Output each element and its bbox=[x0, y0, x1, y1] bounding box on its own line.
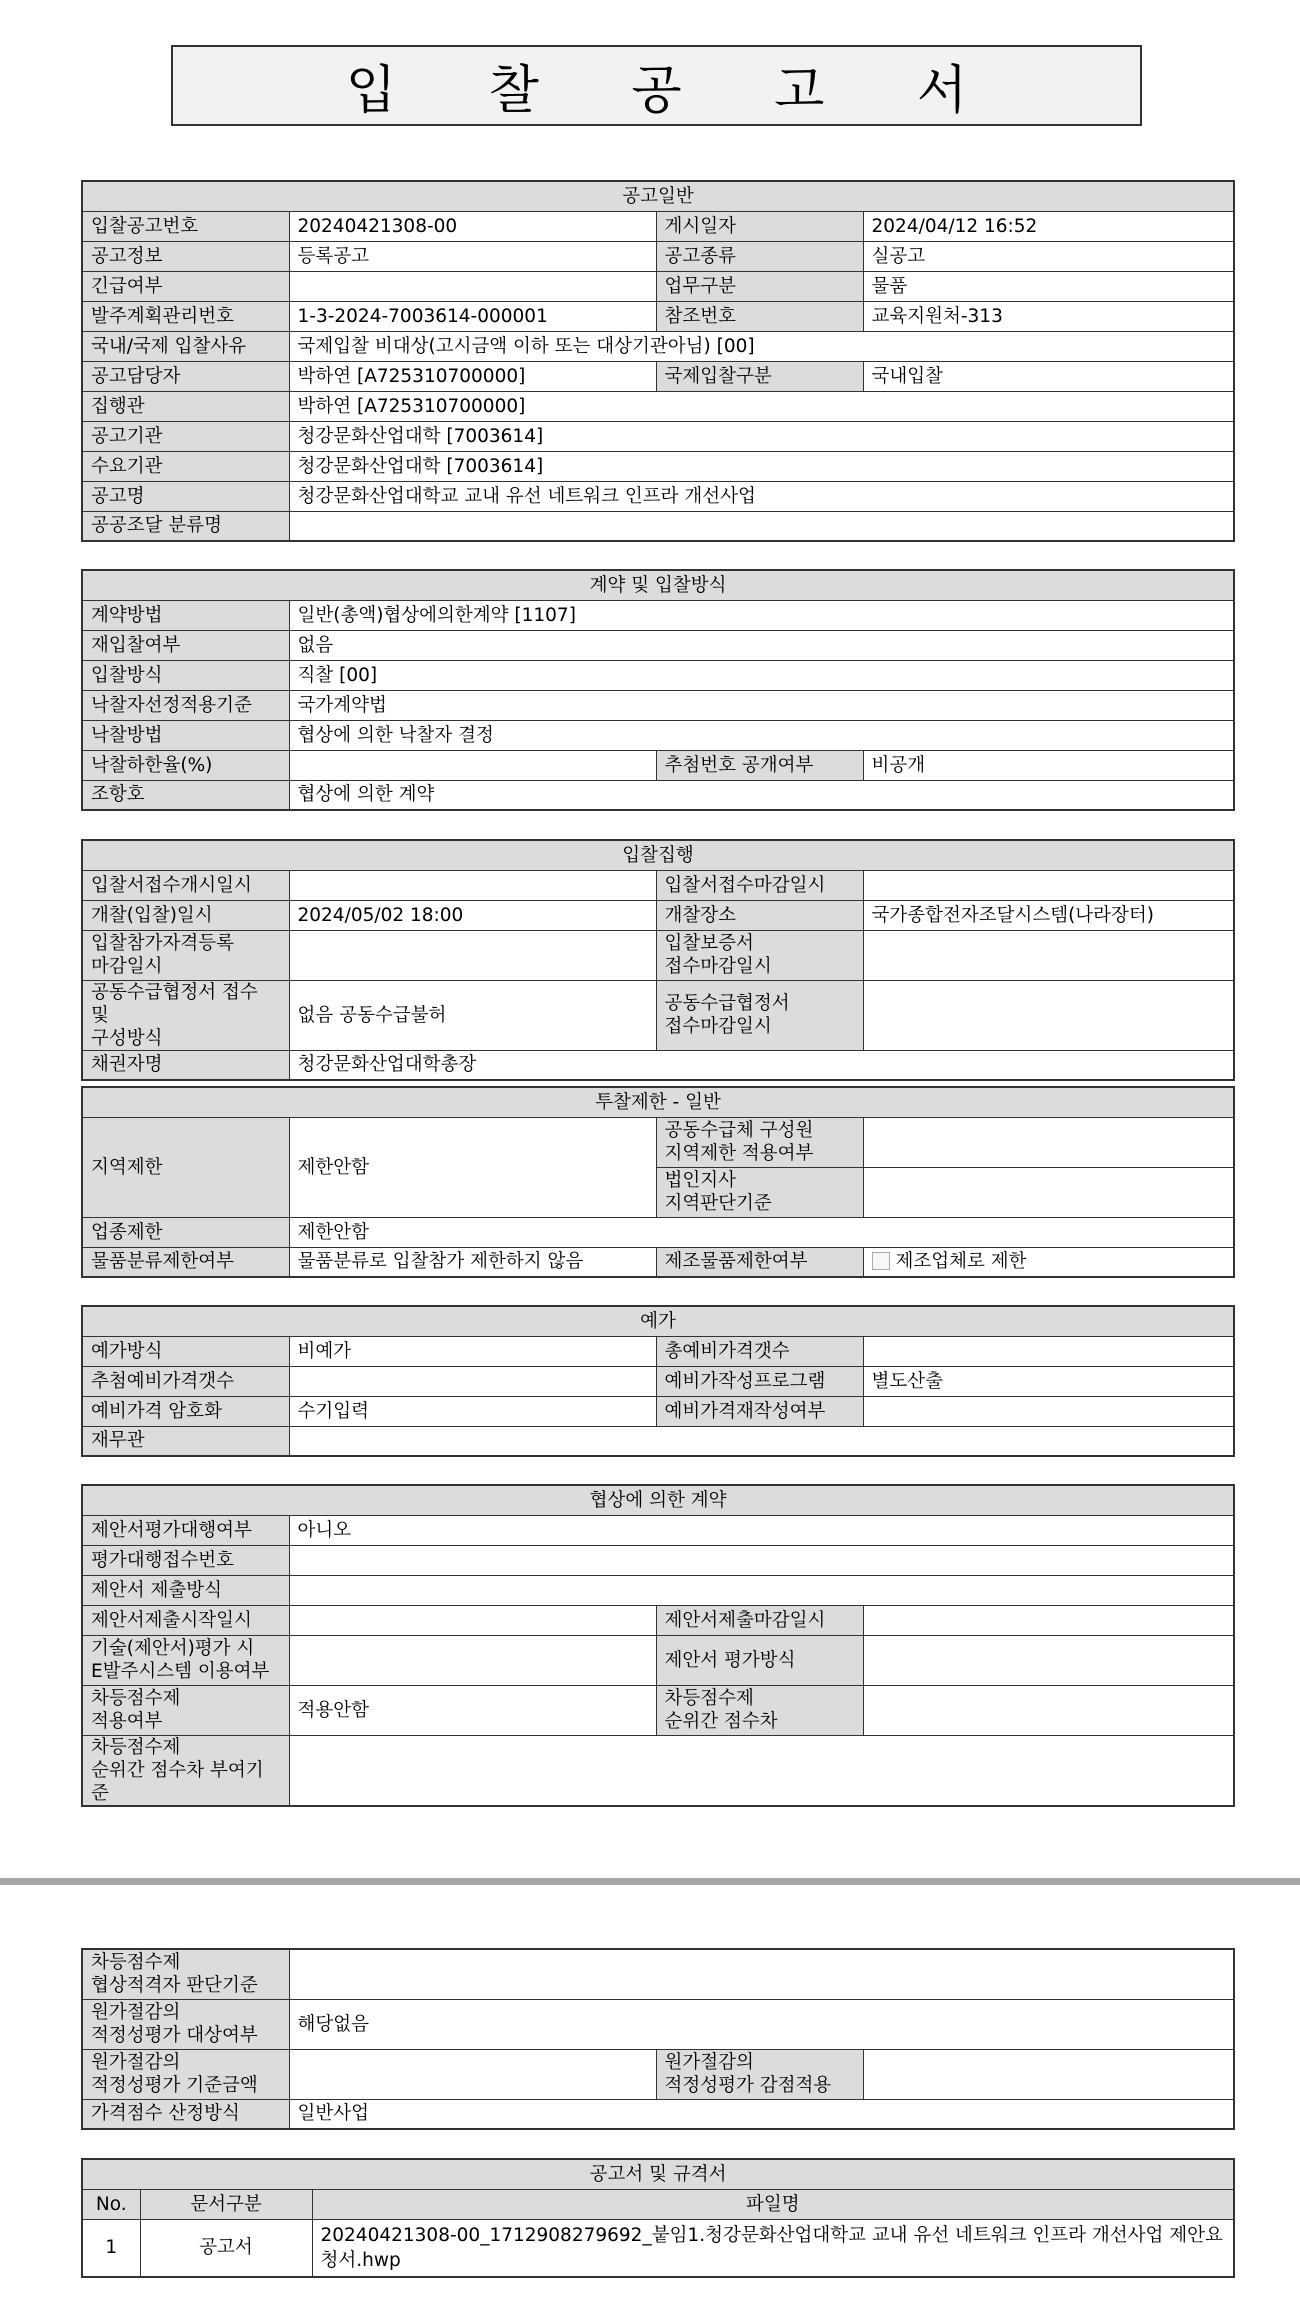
label-line: 적정성평가 대상여부 bbox=[91, 2025, 258, 2046]
negotiation-section bbox=[81, 1484, 1235, 1807]
price-total bbox=[863, 1336, 1234, 1366]
field-label: 예가방식 bbox=[82, 1336, 289, 1366]
field-label: 재무관 bbox=[82, 1426, 289, 1456]
cost-deduct bbox=[863, 2049, 1234, 2099]
label-line: 원가절감의 bbox=[664, 2052, 754, 2073]
field-label bbox=[656, 1117, 863, 1167]
submit-end bbox=[863, 1605, 1234, 1635]
field-label bbox=[82, 1999, 289, 2049]
field-label: 예비가작성프로그램 bbox=[656, 1366, 863, 1396]
doc-number: 1 bbox=[82, 2219, 140, 2277]
contract-method: 일반(총액)협상에의한계약 [1107] bbox=[289, 600, 1234, 630]
field-label bbox=[82, 930, 289, 980]
diff-basis bbox=[289, 1735, 1234, 1806]
submit-method bbox=[289, 1575, 1234, 1605]
field-label bbox=[656, 980, 863, 1050]
joint-agreement: 없음 공동수급불허 bbox=[289, 980, 656, 1050]
field-label: 긴급여부 bbox=[82, 271, 289, 301]
field-label: 발주계획관리번호 bbox=[82, 301, 289, 331]
label-line: 법인지사 bbox=[664, 1170, 736, 1191]
label-line: 입찰보증서 bbox=[664, 933, 754, 954]
field-label bbox=[82, 980, 289, 1050]
label-line: 기술(제안서)평가 시 bbox=[91, 1638, 255, 1659]
goods-restriction: 물품분류로 입찰참가 제한하지 않음 bbox=[289, 1247, 656, 1277]
eval-method bbox=[863, 1635, 1234, 1685]
label-line: 원가절감의 bbox=[91, 2052, 181, 2073]
field-label: 추첨번호 공개여부 bbox=[656, 750, 863, 780]
price-encrypt: 수기입력 bbox=[289, 1396, 656, 1426]
plan-number: 1-3-2024-7003614-000001 bbox=[289, 301, 656, 331]
label-line: 원가절감의 bbox=[91, 2002, 181, 2023]
intl-type: 국내입찰 bbox=[863, 361, 1234, 391]
field-label: 게시일자 bbox=[656, 211, 863, 241]
procurement-class bbox=[289, 511, 1234, 541]
label-line: 차등점수제 bbox=[91, 1688, 181, 1709]
eval-proxy: 아니오 bbox=[289, 1515, 1234, 1545]
execution-section bbox=[81, 839, 1235, 1081]
label-line: 지역제한 적용여부 bbox=[664, 1143, 814, 1164]
field-label: 공고담당자 bbox=[82, 361, 289, 391]
column-header: 파일명 bbox=[312, 2189, 1234, 2219]
field-label: 집행관 bbox=[82, 391, 289, 421]
field-label: 채권자명 bbox=[82, 1050, 289, 1080]
urgent-value bbox=[289, 271, 656, 301]
branch-criteria bbox=[863, 1167, 1234, 1217]
field-label: 총예비가격갯수 bbox=[656, 1336, 863, 1366]
field-label: 수요기관 bbox=[82, 451, 289, 481]
page-title: 입 찰 공 고 서 bbox=[171, 45, 1142, 126]
industry-restriction: 제한안함 bbox=[289, 1217, 1234, 1247]
post-date: 2024/04/12 16:52 bbox=[863, 211, 1234, 241]
opening-datetime: 2024/05/02 18:00 bbox=[289, 900, 656, 930]
lottery-disclosure: 비공개 bbox=[863, 750, 1234, 780]
field-label: 예비가격 암호화 bbox=[82, 1396, 289, 1426]
table-row bbox=[82, 2219, 1234, 2277]
label-line: 입찰참가자격등록 bbox=[91, 933, 234, 954]
proxy-number bbox=[289, 1545, 1234, 1575]
field-label: 제안서 제출방식 bbox=[82, 1575, 289, 1605]
cost-base bbox=[289, 2049, 656, 2099]
notice-name: 청강문화산업대학교 교내 유선 네트워크 인프라 개선사업 bbox=[289, 481, 1234, 511]
submit-start bbox=[289, 1605, 656, 1635]
award-method: 협상에 의한 낙찰자 결정 bbox=[289, 720, 1234, 750]
field-label: 참조번호 bbox=[656, 301, 863, 331]
receipt-start bbox=[289, 870, 656, 900]
field-label: 공고명 bbox=[82, 481, 289, 511]
general-section bbox=[81, 180, 1235, 542]
field-label: 국제입찰구분 bbox=[656, 361, 863, 391]
creditor: 청강문화산업대학총장 bbox=[289, 1050, 1234, 1080]
price-draw bbox=[289, 1366, 656, 1396]
price-section bbox=[81, 1305, 1235, 1457]
field-label bbox=[656, 1685, 863, 1735]
negotiation-continued-section bbox=[81, 1948, 1235, 2130]
cost-target: 해당없음 bbox=[289, 1999, 1234, 2049]
label-line: 공동수급협정서 접수 및 bbox=[91, 981, 258, 1026]
notice-info: 등록공고 bbox=[289, 241, 656, 271]
label-line: 협상적격자 판단기준 bbox=[91, 1975, 258, 1997]
field-label: 입찰공고번호 bbox=[82, 211, 289, 241]
label-line: 적용여부 bbox=[91, 1711, 163, 1732]
field-label: 재입찰여부 bbox=[82, 630, 289, 660]
field-label: 공고종류 bbox=[656, 241, 863, 271]
notice-type: 실공고 bbox=[863, 241, 1234, 271]
clause: 협상에 의한 계약 bbox=[289, 780, 1234, 810]
ref-number: 교육지원처-313 bbox=[863, 301, 1234, 331]
field-label: 계약방법 bbox=[82, 600, 289, 630]
lower-rate bbox=[289, 750, 656, 780]
demand-agency: 청강문화산업대학 [7003614] bbox=[289, 451, 1234, 481]
label-line: E발주시스템 이용여부 bbox=[91, 1661, 270, 1682]
executor: 박하연 [A725310700000] bbox=[289, 391, 1234, 421]
finance-officer bbox=[289, 1426, 1234, 1456]
rebid: 없음 bbox=[289, 630, 1234, 660]
label-line: 접수마감일시 bbox=[664, 1016, 772, 1037]
label-line: 공동수급체 구성원 bbox=[664, 1120, 814, 1141]
label-line: 지역판단기준 bbox=[664, 1193, 772, 1214]
e-system bbox=[289, 1635, 656, 1685]
field-label: 개찰(입찰)일시 bbox=[82, 900, 289, 930]
field-label: 조항호 bbox=[82, 780, 289, 810]
label-line: 순위간 점수차 부여기준 bbox=[91, 1759, 264, 1804]
section-header: 투찰제한 - 일반 bbox=[82, 1087, 1234, 1117]
field-label: 공고기관 bbox=[82, 421, 289, 451]
field-label: 개찰장소 bbox=[656, 900, 863, 930]
field-label: 공고정보 bbox=[82, 241, 289, 271]
page-divider bbox=[0, 1878, 1300, 1885]
field-label: 입찰서접수마감일시 bbox=[656, 870, 863, 900]
intl-reason: 국제입찰 비대상(고시금액 이하 또는 대상기관아님) [00] bbox=[289, 331, 1234, 361]
section-header: 공고서 및 규격서 bbox=[82, 2159, 1234, 2189]
label-line: 접수마감일시 bbox=[664, 956, 772, 977]
field-label: 가격점수 산정방식 bbox=[82, 2099, 289, 2129]
field-label: 공공조달 분류명 bbox=[82, 511, 289, 541]
field-label: 낙찰자선정적용기준 bbox=[82, 690, 289, 720]
field-label: 제안서평가대행여부 bbox=[82, 1515, 289, 1545]
diff-score: 적용안함 bbox=[289, 1685, 656, 1735]
section-header: 공고일반 bbox=[82, 181, 1234, 211]
field-label bbox=[656, 930, 863, 980]
field-label: 입찰서접수개시일시 bbox=[82, 870, 289, 900]
bid-method: 직찰 [00] bbox=[289, 660, 1234, 690]
field-label: 입찰방식 bbox=[82, 660, 289, 690]
biz-type: 물품 bbox=[863, 271, 1234, 301]
section-header: 예가 bbox=[82, 1306, 1234, 1336]
price-score-method: 일반사업 bbox=[289, 2099, 1234, 2129]
field-label: 물품분류제한여부 bbox=[82, 1247, 289, 1277]
doc-file-link[interactable]: 20240421308-00_1712908279692_붙임1.청강문화산업대학교 교내 유선 네트워크 인프라 개선사업 제안요청서.hwp bbox=[312, 2219, 1234, 2277]
field-label bbox=[82, 1735, 289, 1806]
field-label bbox=[82, 2049, 289, 2099]
field-label: 제안서제출마감일시 bbox=[656, 1605, 863, 1635]
label-line: 차등점수제 bbox=[91, 1952, 181, 1974]
section-header: 입찰집행 bbox=[82, 840, 1234, 870]
maker-restriction-cell bbox=[863, 1247, 1234, 1277]
agency: 청강문화산업대학 [7003614] bbox=[289, 421, 1234, 451]
maker-checkbox[interactable] bbox=[872, 1252, 890, 1270]
field-label: 추첨예비가격갯수 bbox=[82, 1366, 289, 1396]
maker-restriction-label: 제조업체로 제한 bbox=[895, 1251, 1027, 1273]
field-label: 낙찰방법 bbox=[82, 720, 289, 750]
joint-region bbox=[863, 1117, 1234, 1167]
field-label bbox=[82, 1635, 289, 1685]
bond-deadline bbox=[863, 930, 1234, 980]
label-line: 차등점수제 bbox=[664, 1688, 754, 1709]
receipt-end bbox=[863, 870, 1234, 900]
column-header: 문서구분 bbox=[140, 2189, 312, 2219]
field-label: 업종제한 bbox=[82, 1217, 289, 1247]
field-label: 평가대행접수번호 bbox=[82, 1545, 289, 1575]
field-label: 제안서 평가방식 bbox=[656, 1635, 863, 1685]
doc-type: 공고서 bbox=[140, 2219, 312, 2277]
restriction-section bbox=[81, 1086, 1235, 1278]
joint-deadline bbox=[863, 980, 1234, 1050]
opening-place: 국가종합전자조달시스템(나라장터) bbox=[863, 900, 1234, 930]
field-label bbox=[656, 1167, 863, 1217]
bid-number: 20240421308-00 bbox=[289, 211, 656, 241]
field-label: 제조물품제한여부 bbox=[656, 1247, 863, 1277]
label-line: 마감일시 bbox=[91, 956, 163, 977]
label-line: 구성방식 bbox=[91, 1027, 163, 1049]
label-line: 공동수급협정서 bbox=[664, 993, 790, 1014]
selection-criteria: 국가계약법 bbox=[289, 690, 1234, 720]
column-header: No. bbox=[82, 2189, 140, 2219]
section-header: 계약 및 입찰방식 bbox=[82, 570, 1234, 600]
label-line: 차등점수제 bbox=[91, 1736, 181, 1758]
field-label: 지역제한 bbox=[82, 1117, 289, 1217]
field-label bbox=[82, 1949, 289, 1999]
field-label: 예비가격재작성여부 bbox=[656, 1396, 863, 1426]
field-label: 업무구분 bbox=[656, 271, 863, 301]
field-label: 국내/국제 입찰사유 bbox=[82, 331, 289, 361]
section-header: 협상에 의한 계약 bbox=[82, 1485, 1234, 1515]
diff-gap bbox=[863, 1685, 1234, 1735]
label-line: 적정성평가 감점적용 bbox=[664, 2075, 832, 2096]
officer: 박하연 [A725310700000] bbox=[289, 361, 656, 391]
field-label: 제안서제출시작일시 bbox=[82, 1605, 289, 1635]
documents-section bbox=[81, 2158, 1235, 2278]
price-method: 비예가 bbox=[289, 1336, 656, 1366]
label-line: 순위간 점수차 bbox=[664, 1711, 778, 1732]
label-line: 적정성평가 기준금액 bbox=[91, 2075, 258, 2096]
price-rewrite bbox=[863, 1396, 1234, 1426]
field-label bbox=[656, 2049, 863, 2099]
price-program: 별도산출 bbox=[863, 1366, 1234, 1396]
contract-section bbox=[81, 569, 1235, 811]
field-label: 낙찰하한율(%) bbox=[82, 750, 289, 780]
registration-deadline bbox=[289, 930, 656, 980]
region-restriction: 제한안함 bbox=[289, 1117, 656, 1217]
qualification-basis bbox=[289, 1949, 1234, 1999]
field-label bbox=[82, 1685, 289, 1735]
